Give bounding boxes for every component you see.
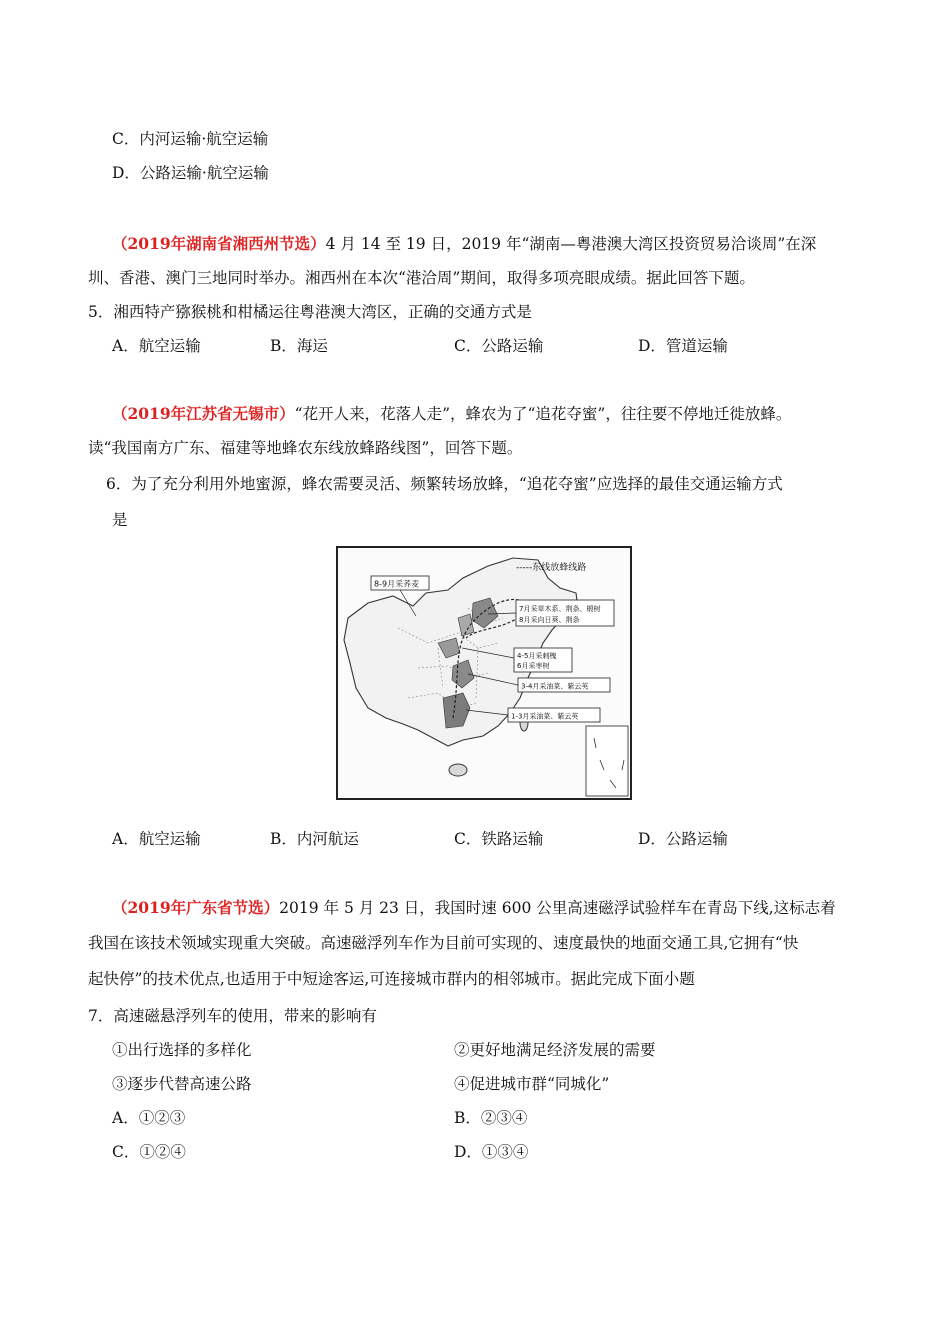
map-label-2b: 8月采向日葵、荆条 xyxy=(519,616,580,624)
q6-intro-line2: 读“我国南方广东、福建等地蜂农东线放蜂路线图”，回答下题。 xyxy=(88,439,523,457)
q7-statement-2: ②更好地满足经济发展的需要 xyxy=(454,1041,656,1059)
map-label-5: 1-3月采油菜、紫云英 xyxy=(511,712,579,721)
q6-intro-line1: （2019年江苏省无锡市）“花开人来，花落人走”，蜂农为了“追花夺蜜”，往往要不停地迁徙放蜂。 xyxy=(112,404,792,423)
q7-option-d: D．①③④ xyxy=(454,1143,529,1161)
q6-option-a: A．航空运输 xyxy=(112,830,201,848)
south-sea-inset xyxy=(586,726,628,796)
q7-option-b: B．②③④ xyxy=(454,1109,528,1127)
q5-option-b: B．海运 xyxy=(270,337,328,355)
q5-intro-line1: （2019年湖南省湘西州节选）4 月 14 至 19 日，2019 年“湖南—粤港澳大湾区投资贸易洽谈周”在深 xyxy=(112,234,817,253)
map-label-3a: 4-5月采刺槐 xyxy=(517,652,557,660)
q7-intro-line2: 我国在该技术领域实现重大突破。高速磁浮列车作为目前可实现的、速度最快的地面交通工具,它拥有“快 xyxy=(88,934,799,952)
q7-statement-1: ①出行选择的多样化 xyxy=(112,1041,252,1059)
map-legend: -----东线放蜂线路 xyxy=(516,563,587,573)
q7-intro-line3: 起快停”的技术优点,也适用于中短途客运,可连接城市群内的相邻城市。据此完成下面小题 xyxy=(88,970,695,988)
q5-intro-line2: 圳、香港、澳门三地同时举办。湘西州在本次“港洽周”期间，取得多项亮眼成绩。据此回答下题。 xyxy=(88,269,755,287)
q7-option-c: C．①②④ xyxy=(112,1143,186,1161)
q5-source: （2019年湖南省湘西州节选） xyxy=(112,234,326,253)
hainan-island xyxy=(449,764,467,776)
q5-option-c: C．公路运输 xyxy=(454,337,544,355)
q6-option-d: D．公路运输 xyxy=(638,830,728,848)
q5-option-d: D．管道运输 xyxy=(638,337,728,355)
q7-statement-4: ④促进城市群“同城化” xyxy=(454,1075,610,1093)
q4-option-c: C．内河运输·航空运输 xyxy=(112,130,269,148)
q6-option-c: C．铁路运输 xyxy=(454,830,544,848)
map-figure xyxy=(338,548,630,798)
q4-option-d: D．公路运输·航空运输 xyxy=(112,164,269,182)
map-label-2a: 7月采草木系、荆条、椴树 xyxy=(519,605,601,613)
q6-option-b: B．内河航运 xyxy=(270,830,359,848)
map-label-4: 3-4月采油菜、紫云英 xyxy=(521,682,589,691)
map-label-1: 8-9月采荞麦 xyxy=(374,579,420,589)
q7-source: （2019年广东省节选） xyxy=(112,898,280,917)
q7-question: 7．高速磁悬浮列车的使用，带来的影响有 xyxy=(88,1007,377,1025)
bee-route-map xyxy=(336,546,632,800)
q6-source: （2019年江苏省无锡市） xyxy=(112,404,295,423)
q6-question-line1: 6．为了充分利用外地蜜源，蜂农需要灵活、频繁转场放蜂，“追花夺蜜”应选择的最佳交通运输方式 xyxy=(106,475,783,493)
q6-question-line2: 是 xyxy=(112,511,128,529)
q7-intro-line1: （2019年广东省节选）2019 年 5 月 23 日，我国时速 600 公里高速磁浮试验样车在青岛下线,这标志着 xyxy=(112,898,836,917)
q5-option-a: A．航空运输 xyxy=(112,337,201,355)
q5-question: 5．湘西特产猕猴桃和柑橘运往粤港澳大湾区，正确的交通方式是 xyxy=(88,303,532,321)
map-label-3b: 6月采枣树 xyxy=(517,662,550,670)
q7-option-a: A．①②③ xyxy=(112,1109,186,1127)
q7-statement-3: ③逐步代替高速公路 xyxy=(112,1075,252,1093)
